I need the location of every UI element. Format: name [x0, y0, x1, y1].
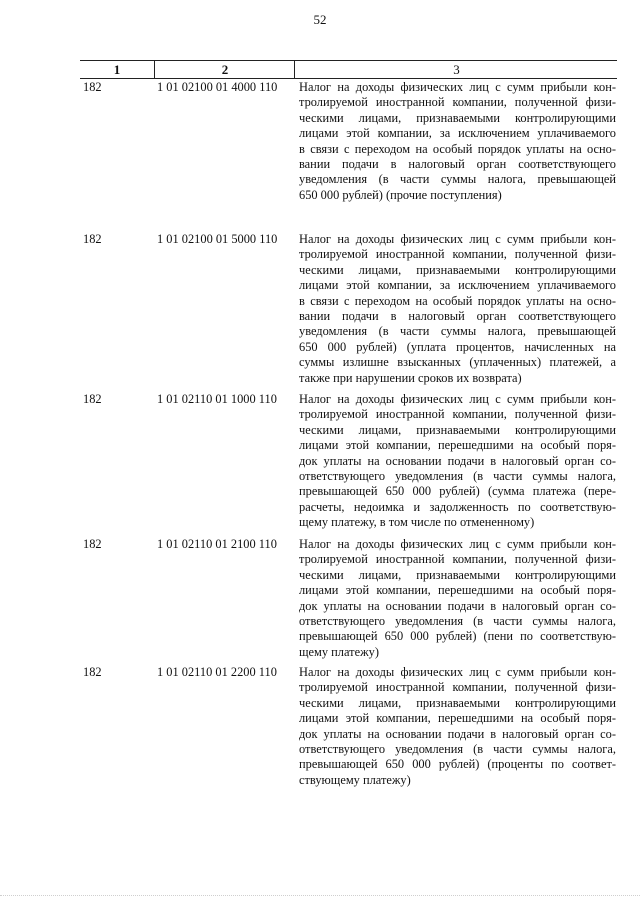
description-line: тролируемой иностранной компании, полученной физи- — [299, 552, 616, 567]
income-description — [299, 232, 616, 386]
table-header — [80, 60, 617, 79]
description-line: также при нарушении сроков их возврата) — [299, 370, 522, 385]
description-line: лицами этой компании, за исключением уплачиваемого — [299, 278, 616, 293]
description-line: ческими лицами, признаваемыми контролирующими — [299, 567, 616, 582]
description-line: вании подачи в налоговый орган соответствующего — [299, 309, 616, 324]
description-line: Налог на доходы физических лиц с сумм прибыли кон- — [299, 392, 616, 406]
description-line: ответствующего уведомления (в части суммы налога, — [299, 614, 616, 629]
column-header-3: 3 — [294, 61, 618, 78]
description-line: тролируемой иностранной компании, полученной физи- — [299, 680, 616, 695]
description-line: превышающей 650 000 рублей) (сумма платежа (пере- — [299, 484, 616, 499]
description-line: ческими лицами, признаваемыми контролирующими — [299, 262, 616, 277]
description-line: 650 000 рублей) (уплата процентов, начисленных на — [299, 339, 616, 354]
description-line: лицами этой компании, перешедшими на особый поря- — [299, 583, 616, 598]
column-header-1: 1 — [113, 62, 121, 77]
description-line: лицами этой компании, за исключением уплачиваемого — [299, 126, 616, 141]
budget-classification-code: 1 01 02100 01 5000 110 — [157, 232, 278, 246]
description-line: уведомления (в части суммы налога, превышающей — [299, 172, 616, 187]
description-line: суммы излишне взысканных (уплаченных) платежей, а — [299, 355, 616, 370]
description-line: превышающей 650 000 рублей) (проценты по соответ- — [299, 757, 616, 772]
scan-edge-specks — [0, 895, 640, 900]
description-line: ческими лицами, признаваемыми контролирующими — [299, 695, 616, 710]
description-line: ответствующего уведомления (в части суммы налога, — [299, 742, 616, 757]
budget-classification-code: 1 01 02100 01 4000 110 — [157, 80, 278, 94]
admin-code: 182 — [83, 537, 102, 551]
description-line: щему платежу) — [299, 644, 379, 659]
income-description — [299, 80, 616, 203]
description-line: ствующему платежу) — [299, 772, 411, 787]
admin-code: 182 — [83, 232, 102, 246]
description-line: ческими лицами, признаваемыми контролирующими — [299, 110, 616, 125]
admin-code: 182 — [83, 665, 102, 679]
description-line: ответствующего уведомления (в части суммы налога, — [299, 469, 616, 484]
description-line: превышающей 650 000 рублей) (пени по соответствую- — [299, 629, 616, 644]
description-line: лицами этой компании, перешедшими на особый поря- — [299, 438, 616, 453]
description-line: лицами этой компании, перешедшими на особый поря- — [299, 711, 616, 726]
description-line: ческими лицами, признаваемыми контролирующими — [299, 422, 616, 437]
description-line: Налог на доходы физических лиц с сумм прибыли кон- — [299, 232, 616, 246]
description-line: док уплаты на основании подачи в налоговый орган со- — [299, 598, 616, 613]
admin-code: 182 — [83, 80, 102, 94]
description-line: щему платежу, в том числе по отмененному) — [299, 515, 535, 530]
admin-code: 182 — [83, 392, 102, 406]
income-description — [299, 537, 616, 660]
income-description — [299, 665, 616, 788]
description-line: док уплаты на основании подачи в налоговый орган со- — [299, 453, 616, 468]
description-line: уведомления (в части суммы налога, превышающей — [299, 324, 616, 339]
column-header-2: 2 — [154, 61, 295, 78]
description-line: расчеты, недоимка и задолженность по соответствую- — [299, 499, 616, 514]
income-description — [299, 392, 616, 531]
description-line: в связи с переходом на особый порядок уплаты на осно- — [299, 293, 616, 308]
description-line: Налог на доходы физических лиц с сумм прибыли кон- — [299, 537, 616, 551]
description-line: Налог на доходы физических лиц с сумм прибыли кон- — [299, 665, 616, 679]
description-line: тролируемой иностранной компании, полученной физи- — [299, 407, 616, 422]
budget-classification-code: 1 01 02110 01 2100 110 — [157, 537, 277, 551]
description-line: в связи с переходом на особый порядок уплаты на осно- — [299, 141, 616, 156]
description-line: док уплаты на основании подачи в налоговый орган со- — [299, 726, 616, 741]
budget-classification-code: 1 01 02110 01 2200 110 — [157, 665, 277, 679]
description-line: вании подачи в налоговый орган соответствующего — [299, 157, 616, 172]
page-number: 52 — [313, 12, 327, 27]
description-line: тролируемой иностранной компании, полученной физи- — [299, 95, 616, 110]
description-line: 650 000 рублей) (прочие поступления) — [299, 187, 502, 202]
budget-classification-code: 1 01 02110 01 1000 110 — [157, 392, 277, 406]
description-line: тролируемой иностранной компании, полученной физи- — [299, 247, 616, 262]
description-line: Налог на доходы физических лиц с сумм прибыли кон- — [299, 80, 616, 94]
